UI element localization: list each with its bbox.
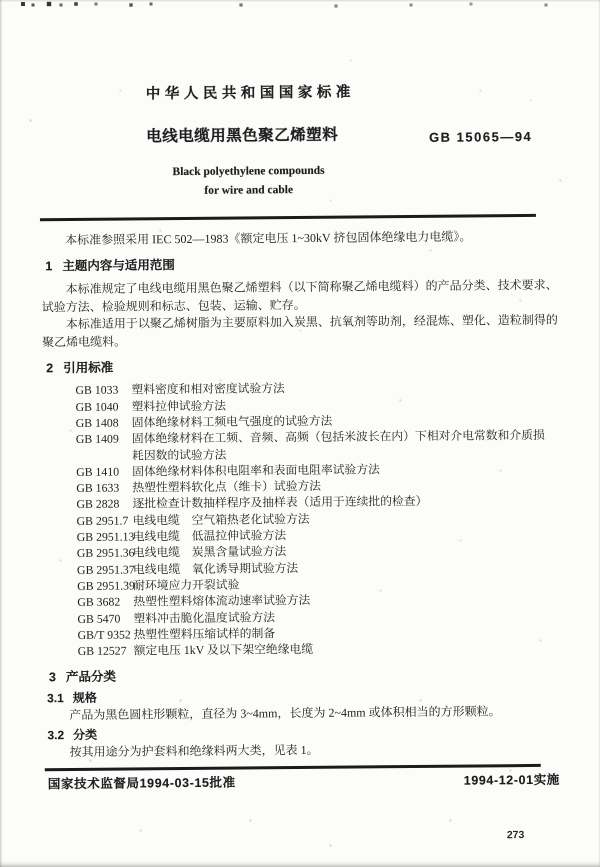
section-1-heading: [39, 254, 559, 276]
subsection-3-1-number: 3.1: [47, 691, 64, 706]
footer-row: [44, 772, 564, 794]
reference-title: 热塑性塑料软化点（维卡）试验方法: [132, 478, 322, 495]
section-2-number: 2: [46, 361, 54, 376]
reference-title: 固体绝缘材料工频电气强度的试验方法: [131, 413, 333, 430]
section-2-heading: [40, 356, 560, 378]
section-2-title: 引用标准: [63, 361, 114, 376]
reference-title: 塑料密度和相对密度试验方法: [131, 381, 285, 397]
section-3-number: 3: [48, 670, 56, 685]
section-1-number: 1: [45, 259, 53, 274]
reference-item: [76, 427, 561, 464]
subsection-3-1-text: 产品为黑色圆柱形颗粒，直径为 3~4mm，长度为 2~4mm 或体积相当的方形颗粒。: [69, 704, 501, 722]
reference-code: GB 2951.36: [76, 545, 135, 561]
reference-title: 电线电缆 氧化诱导期试验方法: [132, 560, 299, 577]
reference-title: 电线电缆 空气箱热老化试验方法: [132, 511, 310, 528]
reference-code: GB 1040: [75, 399, 119, 414]
footer-divider-rule: [45, 764, 541, 771]
reference-code: GB 2828: [76, 497, 120, 512]
reference-code: GB 1409: [75, 431, 119, 447]
title-row: [38, 124, 558, 149]
section-1-title: 主题内容与适用范围: [62, 258, 175, 274]
reference-code: GB/T 9352: [77, 627, 131, 642]
reference-title: 塑料拉伸试验方法: [131, 398, 227, 414]
reference-code: GB 12527: [77, 643, 127, 659]
section-3-title: 产品分类: [65, 670, 116, 685]
reference-code: GB 1033: [75, 382, 119, 398]
page-content: [37, 0, 564, 846]
subsection-3-1-title: 规格: [72, 691, 97, 706]
reference-title: 热塑性塑料熔体流动速率试验方法: [133, 593, 311, 609]
reference-item: [78, 639, 563, 660]
reference-title: 塑料冲击脆化温度试验方法: [133, 609, 276, 625]
subsection-3-2-text: 按其用途分为护套料和绝缘料两大类，见表 1。: [69, 742, 319, 759]
section-1-paragraph: 本标准适用于以聚乙烯树脂为主要原料加入炭黑、抗氧剂等助剂，经混炼、塑化、造粒制得的聚乙烯电缆料。: [41, 312, 558, 350]
subsection-3-2-number: 3.2: [47, 728, 65, 743]
header-divider-rule: [40, 214, 536, 221]
document-title-zh: 电线电缆用黑色聚乙烯塑料: [146, 126, 339, 146]
reference-code: GB 3682: [77, 594, 121, 610]
reference-title: 固体绝缘材料体积电阻率和表面电阻率试验方法: [132, 462, 380, 479]
reference-title: 电线电缆 炭黑含量试验方法: [132, 544, 287, 560]
reference-title: 固体绝缘材料在工频、音频、高频（包括米波长在内）下相对介电常数和介质损耗因数的试验方法: [131, 428, 545, 463]
reference-code: GB 1633: [76, 480, 120, 496]
document-title-en-line1: Black polyethylene compounds: [172, 164, 325, 179]
standard-code: GB 15065—94: [428, 128, 533, 145]
reference-title: 电线电缆 低温拉伸试验方法: [132, 528, 287, 544]
reference-code: GB 2951.39: [77, 578, 135, 593]
reference-title: 耐环境应力开裂试验: [133, 577, 240, 593]
reference-title: 额定电压 1kV 及以下架空绝缘电缆: [133, 642, 314, 658]
reference-code: GB 2951.7: [76, 513, 129, 528]
document-title-en-line2: for wire and cable: [204, 184, 294, 197]
scan-noise: [0, 0, 1, 1]
scan-edge-artifacts: [0, 2, 2, 4]
reference-code: GB 2951.13: [76, 529, 135, 545]
reference-code: GB 1410: [76, 464, 120, 479]
subsection-3-2-title: 分类: [73, 728, 98, 743]
reference-title: 热塑性塑料压缩试样的制备: [133, 626, 276, 642]
reference-code: GB 2951.37: [76, 562, 135, 577]
document-title-en: [38, 161, 458, 203]
reference-code: GB 1408: [75, 415, 119, 430]
preamble-paragraph: 本标准参照采用 IEC 502—1983《额定电压 1~30kV 挤包固体绝缘电力电缆》。: [65, 229, 472, 248]
reference-title: 逐批检查计数抽样程序及抽样表（适用于连续批的检查）: [132, 494, 428, 511]
reference-code: GB 5470: [77, 611, 121, 626]
reference-list: [40, 378, 562, 660]
section-1-paragraph: 本标准规定了电线电缆用黑色聚乙烯塑料（以下简称聚乙烯电缆料）的产品分类、技术要求、试验方法、检验规则和标志、包装、运输、贮存。: [41, 277, 558, 314]
section-3-heading: [43, 665, 563, 687]
national-standard-label: 中华人民共和国国家标准: [145, 84, 355, 103]
implementation-text: 1994-12-01实施: [463, 773, 560, 789]
approval-text: 国家技术监督局1994-03-15批准: [47, 775, 236, 792]
page-number: 273: [506, 829, 525, 842]
